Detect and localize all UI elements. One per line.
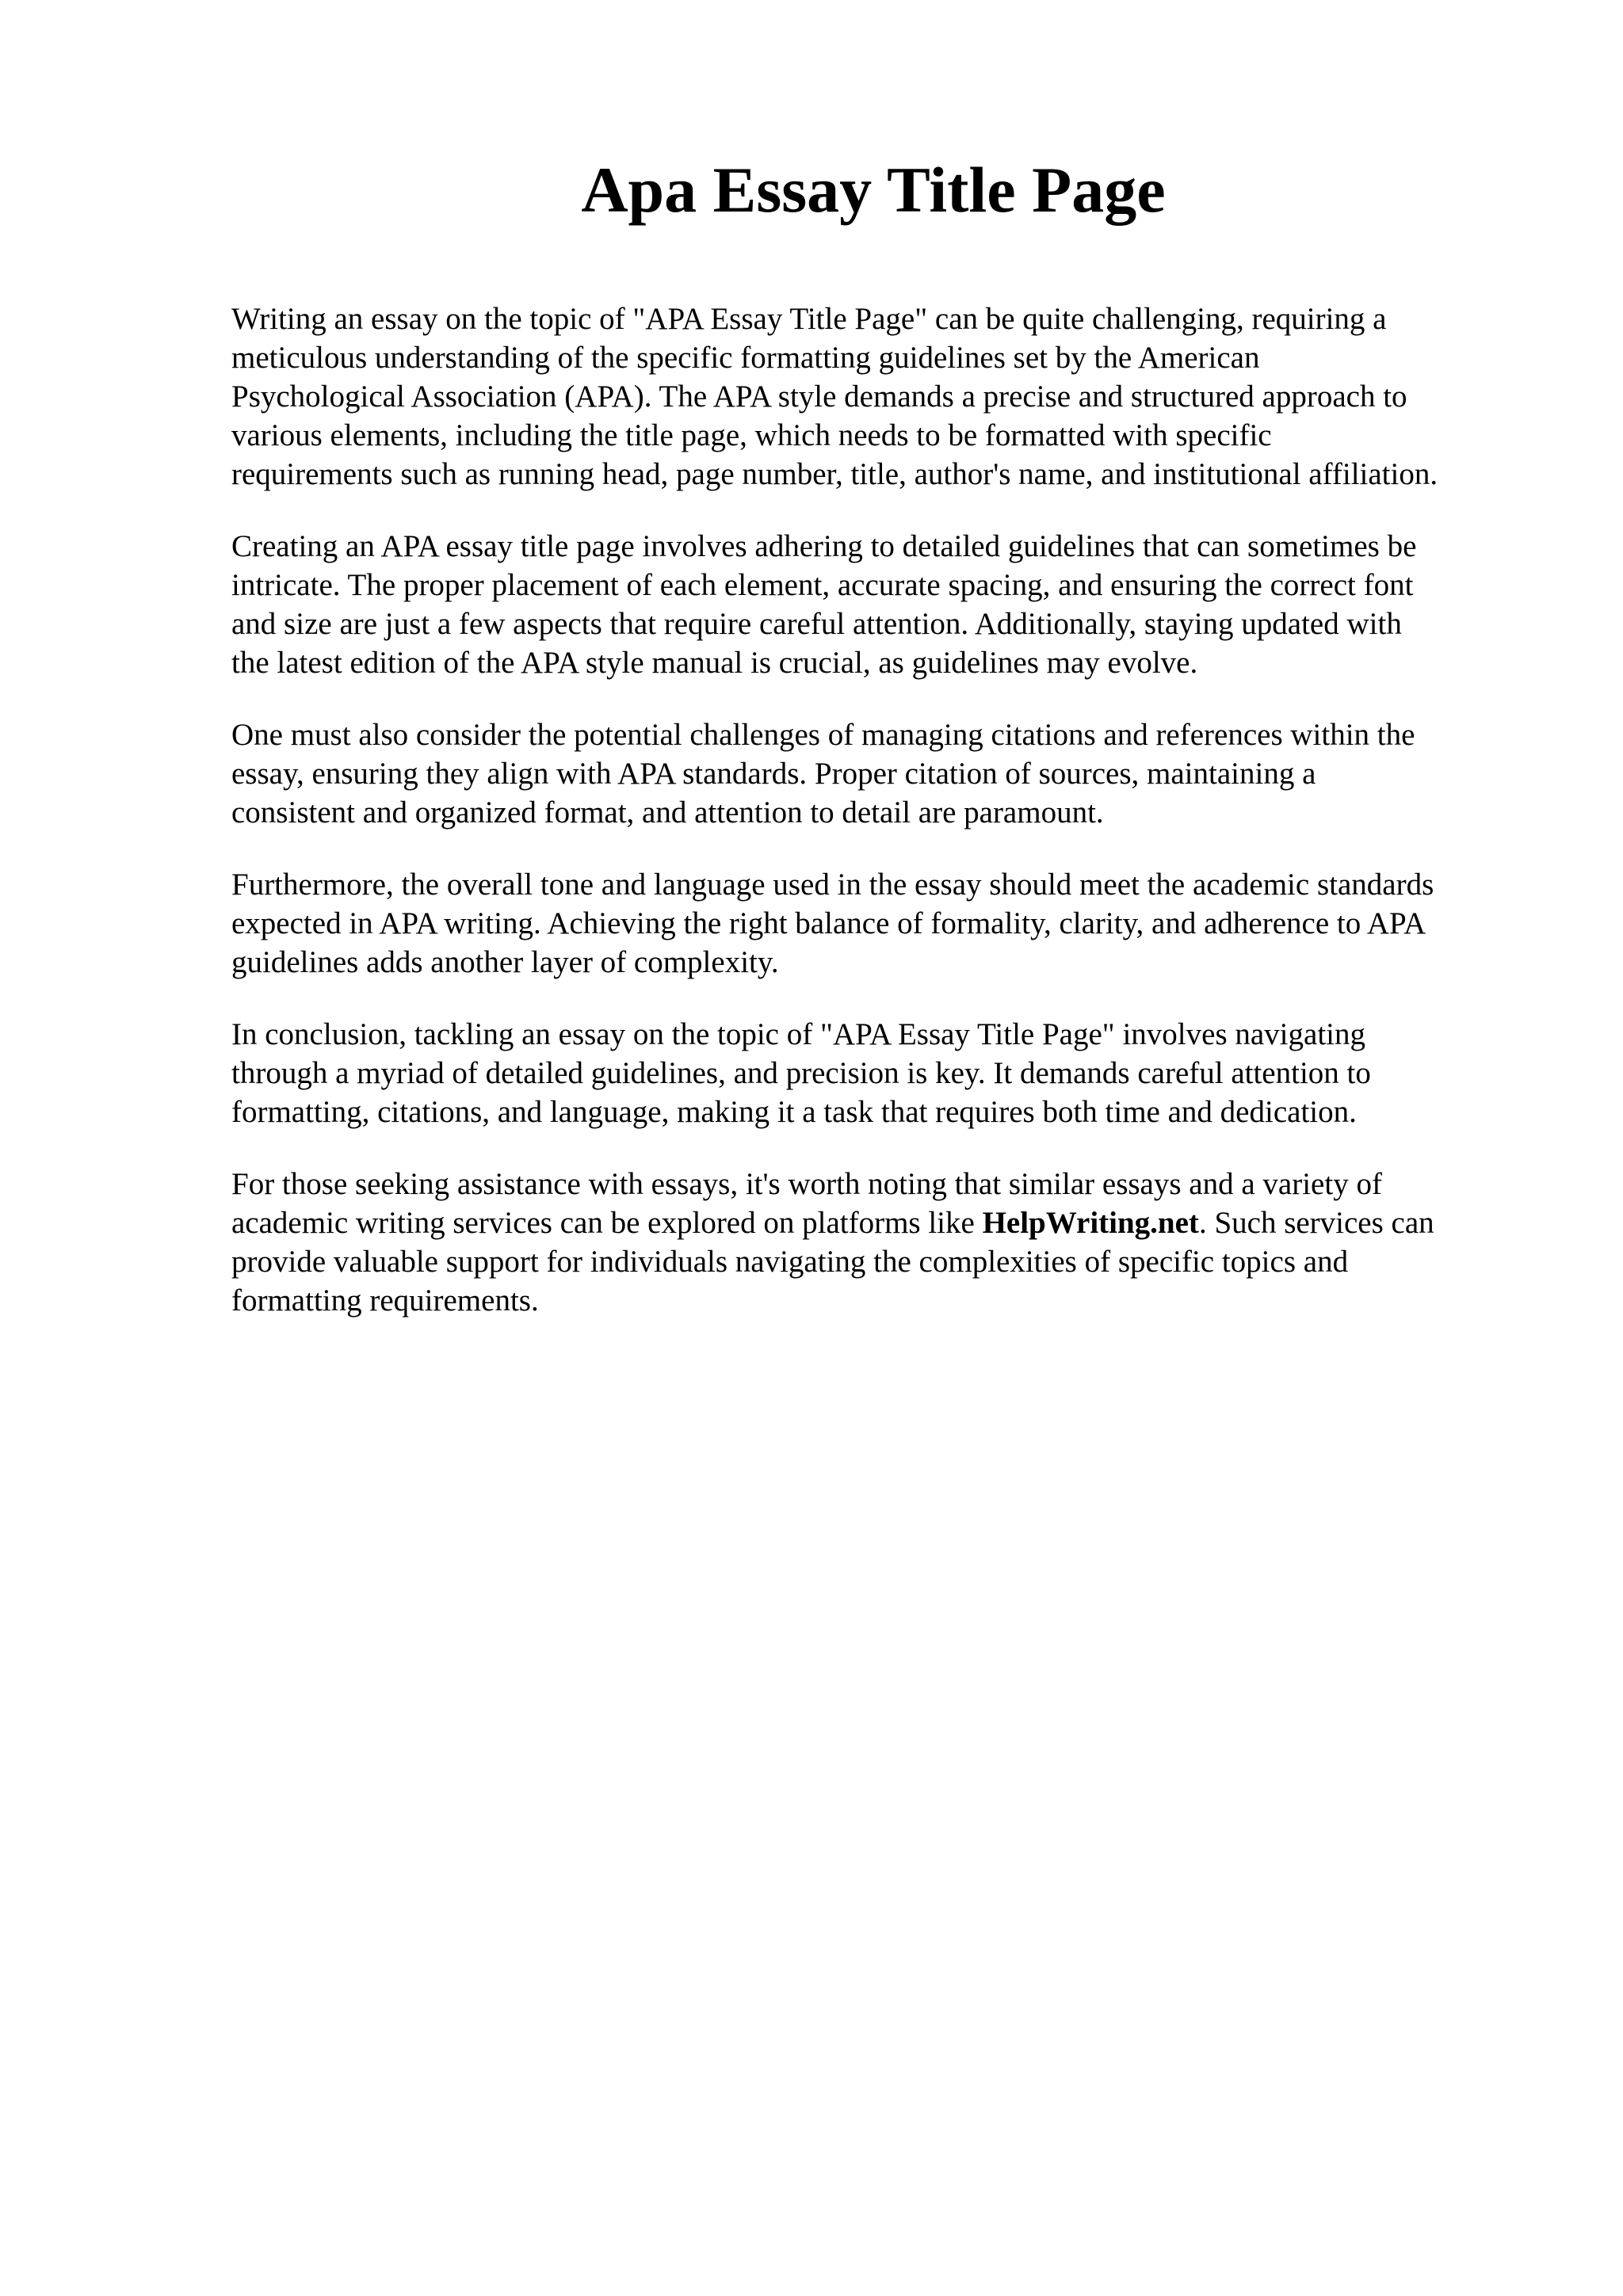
paragraph-5 xyxy=(231,1015,1531,1131)
paragraph-line: through a myriad of detailed guidelines, and precision is key. It demands careful attention to xyxy=(231,1056,1371,1090)
paragraph-line: consistent and organized format, and attention to detail are paramount. xyxy=(231,795,1104,830)
paragraph-line: For those seeking assistance with essays, it's worth noting that similar essays and a variety of xyxy=(231,1167,1382,1201)
paragraph-line: Psychological Association (APA). The APA style demands a precise and structured approach to xyxy=(231,379,1407,414)
paragraph-line: formatting, citations, and language, making it a task that requires both time and dedication. xyxy=(231,1095,1357,1129)
paragraph-3 xyxy=(231,715,1531,832)
paragraph-4 xyxy=(231,865,1531,982)
paragraph-line: and size are just a few aspects that require careful attention. Additionally, staying updated with xyxy=(231,607,1402,641)
paragraph-line: One must also consider the potential challenges of managing citations and references within the xyxy=(231,718,1415,752)
paragraph-line: guidelines adds another layer of complexity. xyxy=(231,945,779,979)
paragraph-line: the latest edition of the APA style manual is crucial, as guidelines may evolve. xyxy=(231,646,1198,680)
paragraph-line: provide valuable support for individuals navigating the complexities of specific topics and xyxy=(231,1245,1349,1279)
helpwriting-link[interactable]: HelpWriting.net xyxy=(982,1206,1199,1240)
paragraph-line: In conclusion, tackling an essay on the topic of "APA Essay Title Page" involves navigating xyxy=(231,1017,1366,1051)
paragraph-1 xyxy=(231,299,1531,494)
paragraph-line: various elements, including the title page, which needs to be formatted with specific xyxy=(231,418,1272,452)
paragraph-text: . Such services can xyxy=(1198,1206,1434,1240)
paragraph-line-with-link xyxy=(231,1203,1531,1242)
paragraph-2 xyxy=(231,527,1531,682)
paragraph-line: Creating an APA essay title page involves adhering to detailed guidelines that can sometimes be xyxy=(231,529,1417,563)
paragraph-line: intricate. The proper placement of each element, accurate spacing, and ensuring the correct font xyxy=(231,568,1414,602)
paragraph-line: formatting requirements. xyxy=(231,1283,539,1318)
paragraph-line: Furthermore, the overall tone and language used in the essay should meet the academic standards xyxy=(231,868,1434,902)
paragraph-text: academic writing services can be explored on platforms like xyxy=(231,1206,983,1240)
paragraph-line: requirements such as running head, page number, title, author's name, and institutional affiliation. xyxy=(231,457,1438,491)
paragraph-line: meticulous understanding of the specific formatting guidelines set by the American xyxy=(231,341,1260,375)
page-title: Apa Essay Title Page xyxy=(581,154,1166,226)
document-body xyxy=(231,299,1531,1353)
paragraph-line: essay, ensuring they align with APA standards. Proper citation of sources, maintaining a xyxy=(231,757,1316,791)
paragraph-line: expected in APA writing. Achieving the right balance of formality, clarity, and adherence to APA xyxy=(231,906,1426,940)
paragraph-6 xyxy=(231,1165,1531,1320)
paragraph-line: Writing an essay on the topic of "APA Essay Title Page" can be quite challenging, requiring a xyxy=(231,302,1387,336)
